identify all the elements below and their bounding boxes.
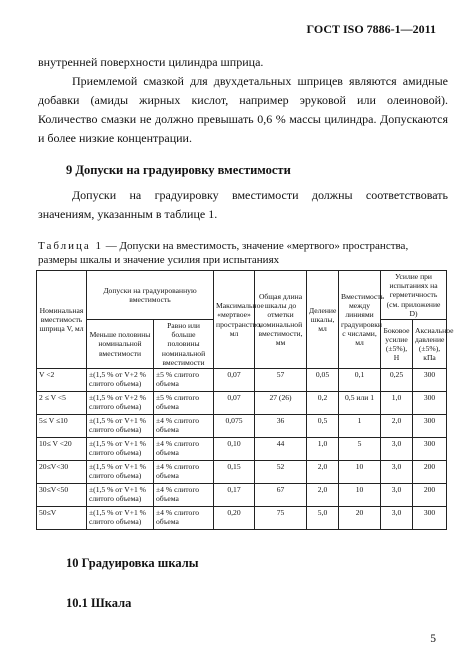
cell-volume: 2 ≤ V <5 [37, 392, 87, 415]
section-9-text: Допуски на градуировку вместимости должны соответствовать значениям, указанным в таблице 1. [38, 188, 448, 221]
paragraph-lubricant: Приемлемой смазкой для двухдетальных шприцев являются амидные добавки (амиды жирных кислот, например эруковой или олеиновой). Количество смазки не должно превышать 0,6 % массы цилиндра. Допускаются и более низкие концентрации. [38, 74, 448, 145]
cell-division: 0,05 [307, 369, 339, 392]
cell-tolerance-less: ±(1,5 % от V+1 % слитого объема) [87, 484, 154, 507]
cell-axial-pressure: 200 [413, 461, 447, 484]
cell-volume: 20≤V<30 [37, 461, 87, 484]
cell-side-force: 3,0 [381, 461, 413, 484]
cell-intervals: 10 [339, 484, 381, 507]
cell-side-force: 3,0 [381, 507, 413, 530]
table-caption-text: — Допуски на вместимость, значение «мертвого» пространства, размеры шкалы и значение усилия при испытаниях [38, 240, 409, 266]
cell-side-force: 1,0 [381, 392, 413, 415]
cell-axial-pressure: 300 [413, 507, 447, 530]
page-number: 5 [430, 633, 436, 645]
cell-dead-space: 0,07 [214, 392, 255, 415]
header-nominal-volume: Номинальная вместимость шприца V, мл [37, 271, 87, 369]
cell-dead-space: 0,07 [214, 369, 255, 392]
cell-dead-space: 0,075 [214, 415, 255, 438]
document-header: ГОСТ ISO 7886-1—2011 [306, 22, 436, 36]
cell-tolerance-more: ±4 % слитого объема [154, 438, 214, 461]
cell-side-force: 3,0 [381, 438, 413, 461]
cell-axial-pressure: 300 [413, 438, 447, 461]
tolerance-table [36, 270, 454, 530]
cell-scale-length: 36 [255, 415, 307, 438]
cell-intervals: 5 [339, 438, 381, 461]
cell-tolerance-less: ±(1,5 % от V+1 % слитого объема) [87, 438, 154, 461]
cell-dead-space: 0,15 [214, 461, 255, 484]
cell-scale-length: 57 [255, 369, 307, 392]
header-scale-length: Общая длина шкалы до отметки номинальной вместимости, мм [255, 271, 307, 369]
table-caption [38, 239, 448, 267]
cell-side-force: 3,0 [381, 484, 413, 507]
table-row [37, 438, 447, 461]
table-row [37, 507, 447, 530]
table-row [37, 484, 447, 507]
table-caption-label: Таблица 1 [38, 240, 104, 252]
header-axial-pressure: Аксиальное давление (±5%), кПа [413, 320, 447, 369]
section-9-heading: 9 Допуски на градуировку вместимости [66, 163, 291, 177]
cell-dead-space: 0,20 [214, 507, 255, 530]
cell-division: 2,0 [307, 484, 339, 507]
section-10-1-heading: 10.1 Шкала [66, 596, 132, 610]
cell-volume: V <2 [37, 369, 87, 392]
cell-side-force: 0,25 [381, 369, 413, 392]
cell-tolerance-more: ±4 % слитого объема [154, 484, 214, 507]
header-graduated-tolerance: Допуски на градуированную вместимость [87, 271, 214, 320]
cell-tolerance-more: ±4 % слитого объема [154, 415, 214, 438]
cell-tolerance-more: ±5 % слитого объема [154, 392, 214, 415]
cell-tolerance-less: ±(1,5 % от V+1 % слитого объема) [87, 507, 154, 530]
cell-scale-length: 75 [255, 507, 307, 530]
section-10-heading: 10 Градуировка шкалы [66, 556, 199, 570]
cell-tolerance-more: ±4 % слитого объема [154, 461, 214, 484]
cell-intervals: 10 [339, 461, 381, 484]
cell-tolerance-less: ±(1,5 % от V+1 % слитого объема) [87, 415, 154, 438]
table-row [37, 415, 447, 438]
cell-division: 0,5 [307, 415, 339, 438]
cell-intervals: 20 [339, 507, 381, 530]
cell-dead-space: 0,10 [214, 438, 255, 461]
cell-division: 5,0 [307, 507, 339, 530]
cell-axial-pressure: 200 [413, 484, 447, 507]
cell-volume: 50≤V [37, 507, 87, 530]
cell-tolerance-more: ±4 % слитого объема [154, 507, 214, 530]
cell-axial-pressure: 300 [413, 369, 447, 392]
cell-division: 2,0 [307, 461, 339, 484]
cell-scale-length: 27 (26) [255, 392, 307, 415]
cell-volume: 5≤ V ≤10 [37, 415, 87, 438]
table-row [37, 392, 447, 415]
cell-volume: 10≤ V <20 [37, 438, 87, 461]
cell-tolerance-less: ±(1,5 % от V+1 % слитого объема) [87, 461, 154, 484]
table-row [37, 369, 447, 392]
cell-side-force: 2,0 [381, 415, 413, 438]
cell-axial-pressure: 300 [413, 415, 447, 438]
cell-intervals: 1 [339, 415, 381, 438]
cell-scale-length: 67 [255, 484, 307, 507]
header-half-or-more: Равно или больше половины номинальной вместимости [154, 320, 214, 369]
cell-axial-pressure: 300 [413, 392, 447, 415]
cell-division: 1,0 [307, 438, 339, 461]
header-test-force: Усилие при испытаниях на герметичность (см. приложение D) [381, 271, 447, 320]
cell-intervals: 0,1 [339, 369, 381, 392]
header-dead-space: Максимальное «мертвое» пространство, мл [214, 271, 255, 369]
cell-intervals: 0,5 или 1 [339, 392, 381, 415]
header-side-force: Боковое усилие (±5%), Н [381, 320, 413, 369]
paragraph-continuation: внутренней поверхности цилиндра шприца. [38, 55, 264, 69]
cell-tolerance-less: ±(1,5 % от V+2 % слитого объема) [87, 392, 154, 415]
cell-tolerance-less: ±(1,5 % от V+2 % слитого объема) [87, 369, 154, 392]
header-less-than-half: Меньше половины номинальной вместимости [87, 320, 154, 369]
table-row [37, 461, 447, 484]
cell-volume: 30≤V<50 [37, 484, 87, 507]
header-scale-division: Деление шкалы, мл [307, 271, 339, 369]
cell-division: 0,2 [307, 392, 339, 415]
header-numbered-intervals: Вместимость между линиями градуировки с числами, мл [339, 271, 381, 369]
cell-scale-length: 44 [255, 438, 307, 461]
cell-dead-space: 0,17 [214, 484, 255, 507]
cell-scale-length: 52 [255, 461, 307, 484]
cell-tolerance-more: ±5 % слитого объема [154, 369, 214, 392]
